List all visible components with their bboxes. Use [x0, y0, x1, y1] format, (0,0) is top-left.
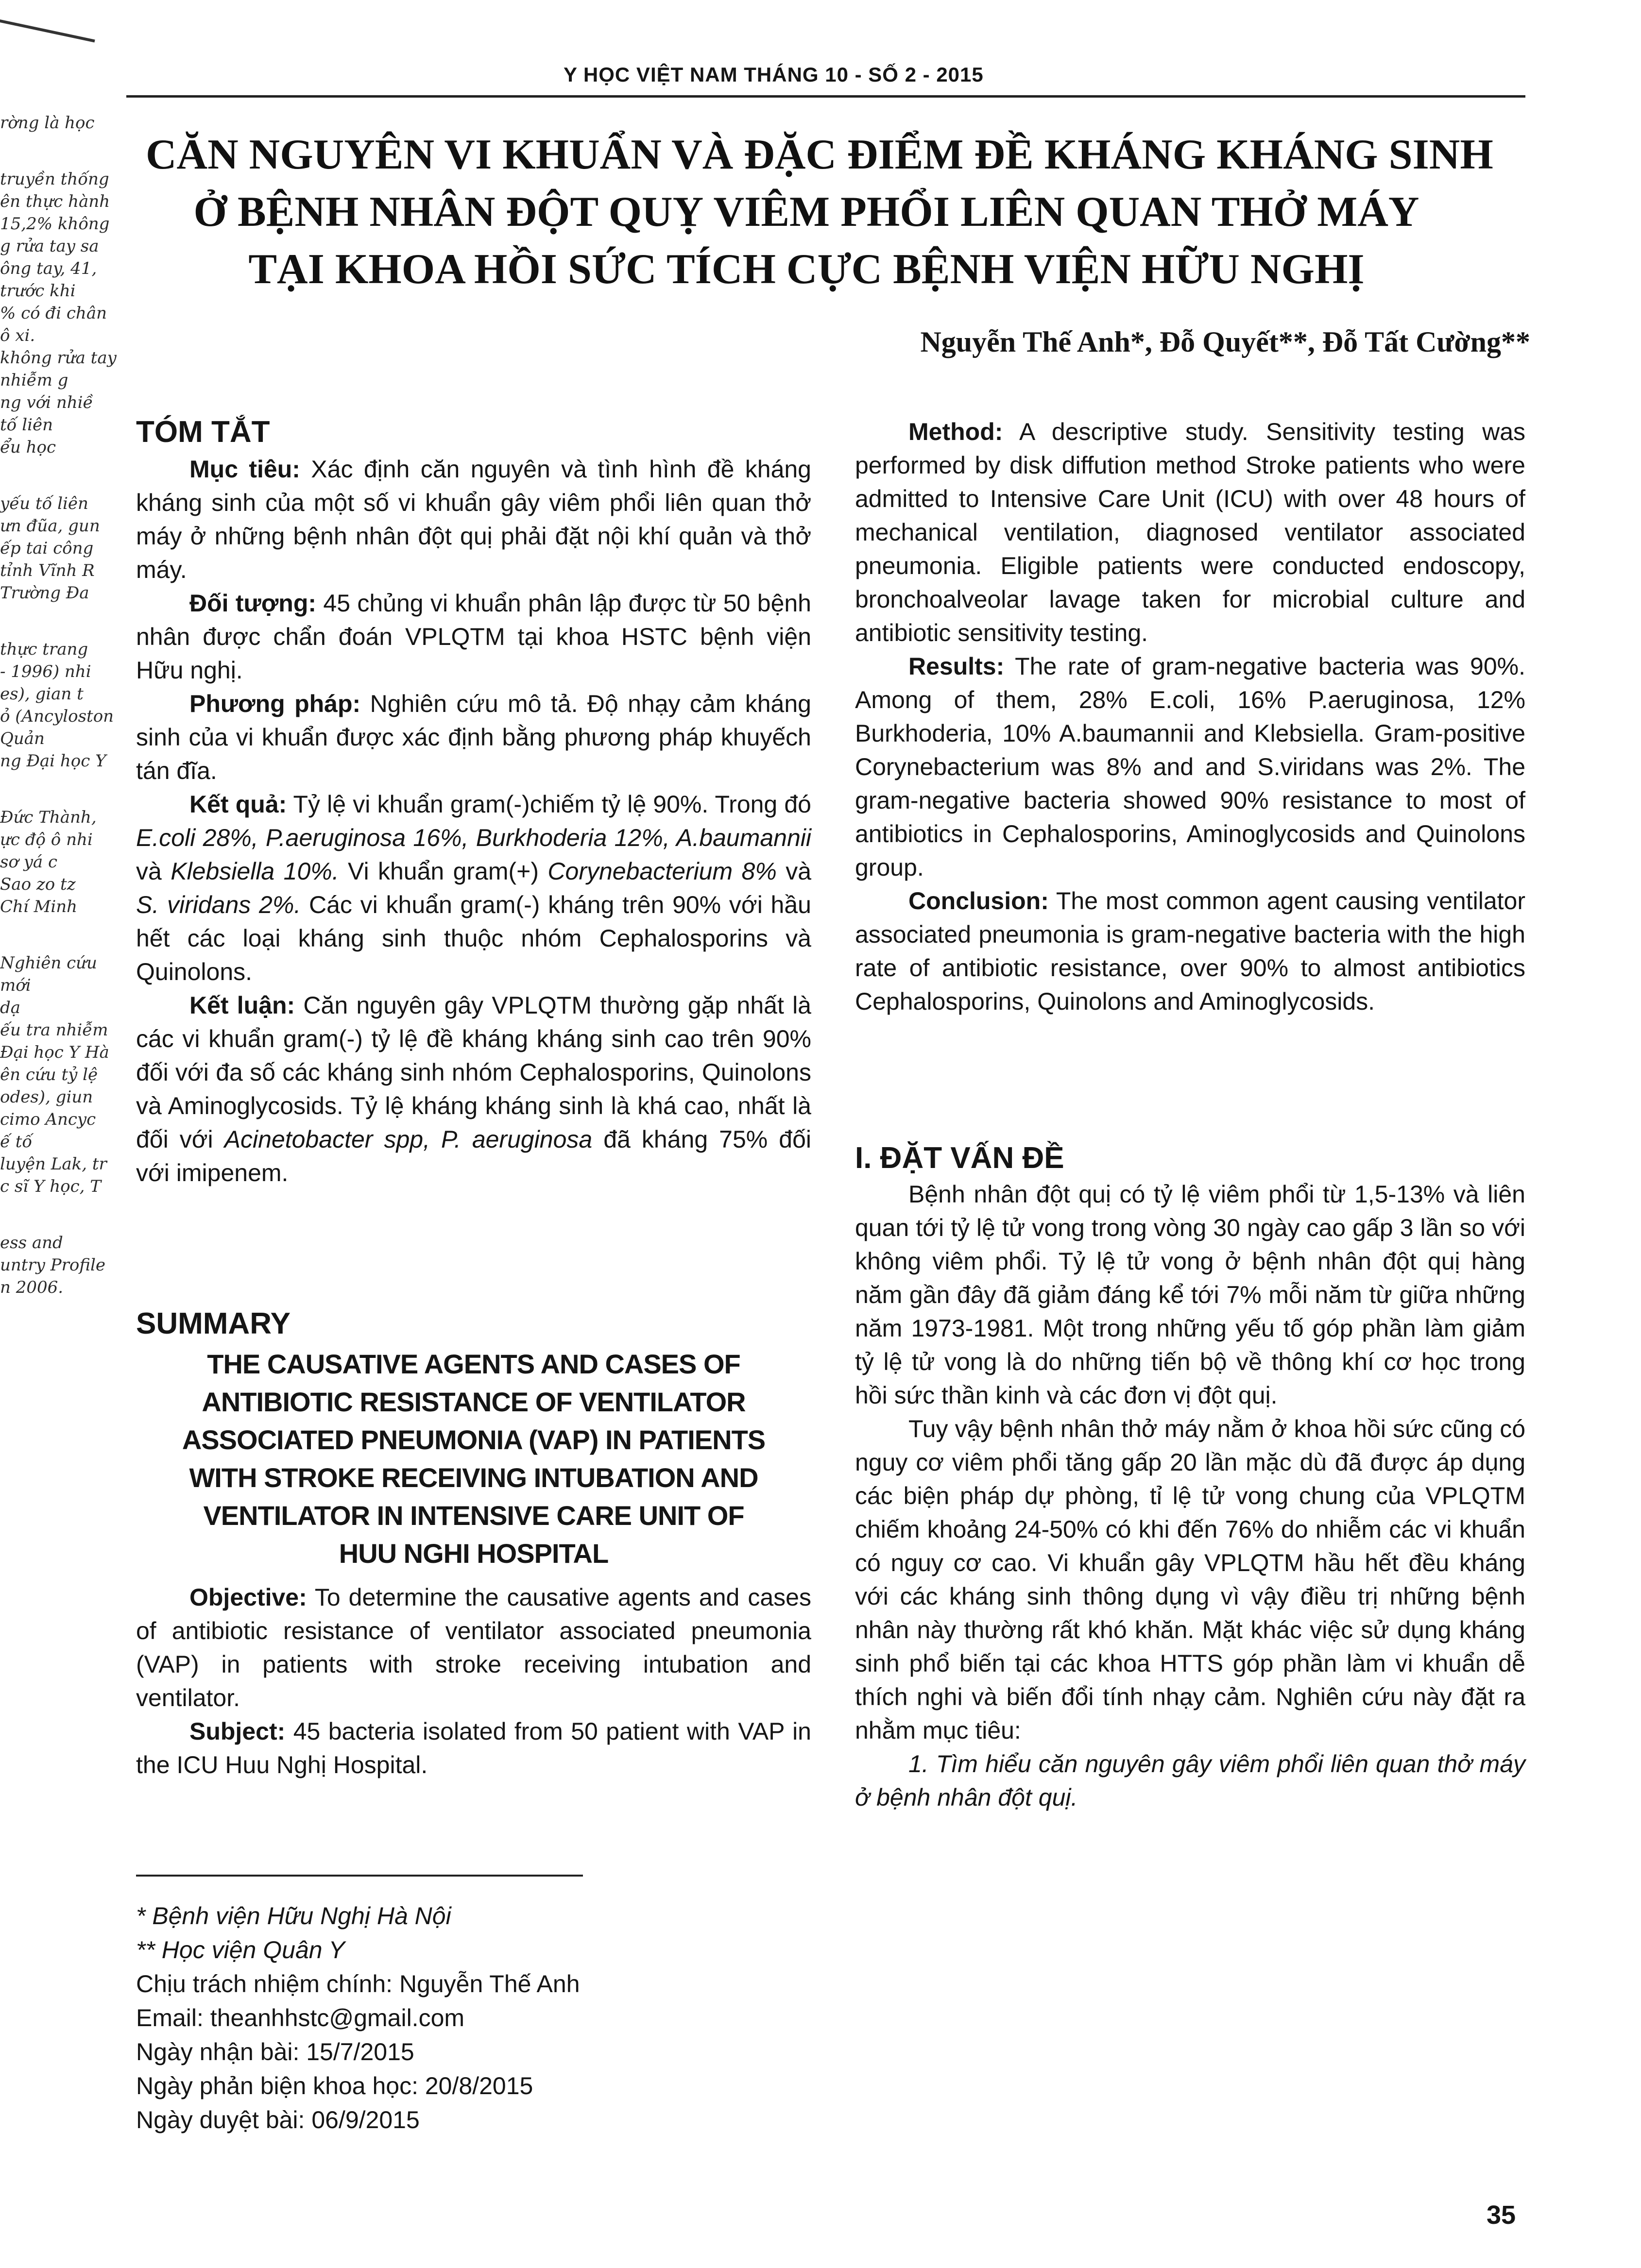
margin-fragment: trước khi	[0, 281, 76, 301]
subject-text: 45 chủng vi khuẩn phân lập được từ 50 bệnh nhân được chẩn đoán VPLQTM tại khoa HSTC bệnh viện Hữu nghị.	[136, 590, 811, 684]
margin-fragment: ỏ (Ancyloston	[0, 707, 114, 726]
summary-title-line: THE CAUSATIVE AGENTS AND CASES OF	[207, 1349, 740, 1379]
margin-fragment: ưn đũa, gun	[0, 516, 100, 536]
running-header	[126, 57, 1525, 98]
abstract-vietnamese	[136, 415, 811, 1190]
margin-fragment: Đại học Y Hà	[0, 1043, 109, 1062]
summary-results-text: The rate of gram-negative bacteria was 90%. Among of them, 28% E.coli, 16% P.aeruginosa, 12% Burkhoderia, 10% A.baumannii and Klebsiella. Gram-positive Corynebacterium was 8% and and S.viridans was 2%. The gram-negative bacteria showed 90% resistance to most of antibiotics in Cephalosporins, Aminoglycosids and Quinolons group.	[855, 653, 1525, 881]
conclusion-species: Acinetobacter spp, P. aeruginosa	[224, 1126, 593, 1153]
margin-fragment: 15,2% không	[0, 214, 110, 234]
results-text: và	[136, 858, 171, 885]
date-received: Ngày nhận bài: 15/7/2015	[136, 2038, 414, 2065]
margin-fragment	[0, 458, 97, 492]
margin-fragment: Đức Thành,	[0, 808, 97, 827]
abstract-heading: TÓM TẮT	[136, 415, 270, 449]
subject-label: Đối tượng:	[189, 590, 317, 617]
margin-fragment: không rửa tay	[0, 348, 117, 368]
margin-fragment: % có đi chân	[0, 304, 107, 323]
margin-fragment: tỉnh Vĩnh R	[0, 561, 95, 580]
margin-fragment: ực độ ô nhi	[0, 830, 93, 849]
margin-fragment: tố liên	[0, 415, 53, 435]
summary-heading: SUMMARY	[136, 1307, 291, 1340]
margin-fragment: g rửa tay sa	[0, 237, 99, 256]
margin-fragment: Trường Đa	[0, 583, 89, 603]
title-line: Ở BỆNH NHÂN ĐỘT QUỴ VIÊM PHỔI LIÊN QUAN THỞ MÁY	[193, 188, 1419, 236]
summary-objective	[136, 1581, 811, 1715]
margin-fragment: Sao zo tz	[0, 875, 76, 894]
results-species: Klebsiella 10%.	[171, 858, 339, 885]
footnote-rule	[136, 1875, 583, 1877]
summary-title	[136, 1345, 811, 1573]
scan-edge-line	[0, 19, 95, 104]
affiliation-1: * Bệnh viện Hữu Nghị Hà Nội	[136, 1902, 451, 1929]
margin-fragment: yếu tố liên	[0, 494, 88, 513]
margin-fragment: c sĩ Y học, T	[0, 1177, 101, 1196]
margin-fragment: - 1996) nhi	[0, 662, 91, 681]
summary-subject-text: 45 bacteria isolated from 50 patient with VAP in the ICU Huu Nghị Hospital.	[136, 1718, 811, 1778]
article-title	[146, 126, 1493, 298]
title-line: CĂN NGUYÊN VI KHUẨN VÀ ĐẶC ĐIỂM ĐỀ KHÁNG KHÁNG SINH	[146, 131, 1493, 178]
running-head-text: Y HỌC VIỆT NAM THÁNG 10 - SỐ 2 - 2015	[564, 63, 984, 86]
margin-fragment: mới	[0, 976, 31, 995]
margin-fragment: odes), giun	[0, 1087, 93, 1107]
margin-fragment: ên cứu tỷ lệ	[0, 1065, 98, 1084]
summary-objective-text: To determine the causative agents and cases of antibiotic resistance of ventilator associated pneumonia (VAP) in patients with stroke receiving intubation and ventilator.	[136, 1584, 811, 1711]
margin-fragment	[0, 772, 97, 806]
margin-fragment: truyền thống	[0, 169, 109, 189]
summary-method	[855, 415, 1525, 650]
margin-fragment: nhiễm g	[0, 371, 68, 390]
summary-method-label: Method:	[908, 418, 1003, 445]
results-species: E.coli 28%, P.aeruginosa 16%, Burkhoderia 12%, A.baumannii	[136, 824, 811, 851]
margin-fragment: untry Profile	[0, 1255, 105, 1275]
conclusion-text: đã kháng 75% đối với imipenem.	[136, 1126, 811, 1186]
margin-fragment: Chí Minh	[0, 897, 78, 916]
conclusion-text: Căn nguyên gây VPLQTM thường gặp nhất là các vi khuẩn gram(-) tỷ lệ đề kháng kháng sinh cao trên 90% đối với đa số các kháng sinh nhóm Cephalosporins, Quinolons và Aminoglycosids. Tỷ lệ kháng kháng sinh là khá cao, nhất là đối với	[136, 992, 811, 1153]
results-species: S. viridans 2%.	[136, 891, 301, 918]
margin-fragment: ng Đại học Y	[0, 751, 106, 771]
summary-conclusion-text: The most common agent causing ventilator associated pneumonia is gram-negative bacteria with the high rate of antibiotic resistance, over 90% to almost antibiotics Cephalosporins, Quinolons and Aminoglycosids.	[855, 887, 1525, 1015]
margin-fragment: ểu học	[0, 438, 56, 457]
summary-results-label: Results:	[908, 653, 1005, 680]
margin-fragment: Quản	[0, 729, 45, 748]
summary-results	[855, 650, 1525, 884]
responsible-author: Chịu trách nhiệm chính: Nguyễn Thế Anh	[136, 1970, 580, 1997]
margin-fragment	[0, 1198, 97, 1232]
introduction-section	[855, 1141, 1525, 1814]
page-number: 35	[1487, 2200, 1516, 2230]
summary-title-line: WITH STROKE RECEIVING INTUBATION AND	[189, 1462, 758, 1493]
results-text: Vi khuẩn gram(+)	[339, 858, 548, 885]
margin-fragment: es), gian t	[0, 684, 84, 704]
results-text: và	[776, 858, 812, 885]
margin-fragment: ếp tai công	[0, 539, 94, 558]
margin-fragment: rờng là học	[0, 113, 95, 133]
conclusion-label: Kết luận:	[189, 992, 295, 1019]
summary-method-text: A descriptive study. Sensitivity testing was performed by disk diffution method Stroke patients who were admitted to Intensive Care Unit (ICU) with over 48 hours of mechanical ventilation, diagnosed ventilator associated pneumonia. Eligible patients were conducted endoscopy, bronchoalveolar lavage taken for microbial culture and antibiotic sensitivity testing.	[855, 418, 1525, 646]
margin-fragment: dạ	[0, 998, 21, 1017]
results-label: Kết quả:	[189, 791, 287, 818]
affiliation-2: ** Học viện Quân Y	[136, 1936, 345, 1963]
summary-title-line: VENTILATOR IN INTENSIVE CARE UNIT OF	[203, 1500, 744, 1531]
author-list: Nguyễn Thế Anh*, Đỗ Quyết**, Đỗ Tất Cường**	[920, 326, 1530, 358]
margin-fragment: thực trang	[0, 640, 88, 659]
conclusion-paragraph	[136, 989, 811, 1190]
margin-fragment: ess and	[0, 1233, 63, 1252]
method-text: Nghiên cứu mô tả. Độ nhạy cảm kháng sinh của vi khuẩn được xác định bằng phương pháp khuyếch tán đĩa.	[136, 690, 811, 784]
summary-conclusion	[855, 884, 1525, 1018]
objective-label: Mục tiêu:	[189, 456, 300, 483]
objective-paragraph	[136, 453, 811, 587]
study-objective-1: 1. Tìm hiểu căn nguyên gây viêm phổi liên quan thở máy ở bệnh nhân đột quị.	[855, 1750, 1525, 1811]
method-paragraph	[136, 687, 811, 788]
summary-title-line: ANTIBIOTIC RESISTANCE OF VENTILATOR	[202, 1387, 746, 1417]
introduction-paragraph: Tuy vậy bệnh nhân thở máy nằm ở khoa hồi sức cũng có nguy cơ viêm phổi tăng gấp 20 lần mặc dù đã được áp dụng các biện pháp dự phòng, tỉ lệ tử vong chung của VPLQTM chiếm khoảng 24-50% có khi đến 76% do nhiễm các vi khuẩn có nguy cơ cao. Vi khuẩn gây VPLQTM hầu hết đều kháng với các kháng sinh thông dụng vì vậy điều trị những bệnh nhân này thường rất khó khăn. Mặt khác việc sử dụng kháng sinh phổ biến tại các khoa HTTS góp phần làm vi khuẩn dễ thích nghi và biến đổi tính nhạy cảm. Nghiên cứu này đặt ra nhằm mục tiêu:	[855, 1415, 1525, 1744]
margin-fragment	[0, 134, 97, 168]
summary-left-body	[136, 1581, 811, 1782]
date-accepted: Ngày duyệt bài: 06/9/2015	[136, 2106, 420, 2133]
contact-email: Email: theanhhstc@gmail.com	[136, 2004, 465, 2031]
margin-fragment: ông tay, 41,	[0, 259, 97, 278]
margin-fragment: Nghiên cứu	[0, 953, 97, 973]
margin-fragment: ếu tra nhiễm	[0, 1020, 108, 1040]
results-text: Các vi khuẩn gram(-) kháng trên 90% với hầu hết các loại kháng sinh thuộc nhóm Cephalosporins và Quinolons.	[136, 891, 811, 985]
results-species: Corynebacterium 8%	[547, 858, 777, 885]
summary-conclusion-label: Conclusion:	[908, 887, 1049, 914]
margin-fragment: sơ yá c	[0, 852, 58, 872]
subject-paragraph	[136, 587, 811, 687]
margin-fragment: n 2006.	[0, 1278, 64, 1297]
date-reviewed: Ngày phản biện khoa học: 20/8/2015	[136, 2072, 533, 2099]
introduction-heading: I. ĐẶT VẤN ĐỀ	[855, 1141, 1064, 1175]
summary-title-line: ASSOCIATED PNEUMONIA (VAP) IN PATIENTS	[182, 1424, 766, 1455]
margin-fragment: cimo Ancyc	[0, 1110, 96, 1129]
previous-page-margin-fragments	[0, 112, 117, 2151]
margin-fragment: ng với nhiề	[0, 393, 93, 412]
summary-subject-label: Subject:	[189, 1718, 286, 1745]
margin-fragment	[0, 604, 97, 638]
footnotes	[136, 1899, 811, 2137]
margin-fragment: ế tố	[0, 1132, 33, 1151]
margin-fragment: luyện Lak, tr	[0, 1154, 107, 1174]
margin-fragment	[0, 918, 97, 952]
margin-fragment: ên thực hành	[0, 192, 110, 211]
margin-fragment: ô xi.	[0, 326, 35, 345]
summary-title-line: HUU NGHI HOSPITAL	[339, 1538, 609, 1569]
title-line: TẠI KHOA HỒI SỨC TÍCH CỰC BỆNH VIỆN HỮU NGHỊ	[248, 246, 1365, 293]
summary-subject	[136, 1715, 811, 1782]
results-text: Tỷ lệ vi khuẩn gram(-)chiếm tỷ lệ 90%. Trong đó	[293, 791, 811, 818]
method-label: Phương pháp:	[189, 690, 361, 717]
objective-text: Xác định căn nguyên và tình hình đề kháng kháng sinh của một số vi khuẩn gây viêm phổi liên quan thở máy ở những bệnh nhân đột quị phải đặt nội khí quản và thở máy.	[136, 456, 811, 583]
summary-right-body	[855, 415, 1525, 1018]
results-paragraph	[136, 788, 811, 989]
summary-objective-label: Objective:	[189, 1584, 307, 1611]
introduction-paragraph: Bệnh nhân đột quị có tỷ lệ viêm phổi từ 1,5-13% và liên quan tới tỷ lệ tử vong trong vòng 30 ngày cao gấp 3 lần so với không viêm phổi. Tỷ lệ tử vong ở bệnh nhân đột quị hàng năm gần đây đã giảm đáng kể tới 7% mỗi năm từ giữa những năm 1973-1981. Một trong những yếu tố góp phần làm giảm tỷ lệ tử vong là do những tiến bộ về thông khí cơ học trong hồi sức thần kinh và các đơn vị đột quị.	[855, 1181, 1525, 1409]
